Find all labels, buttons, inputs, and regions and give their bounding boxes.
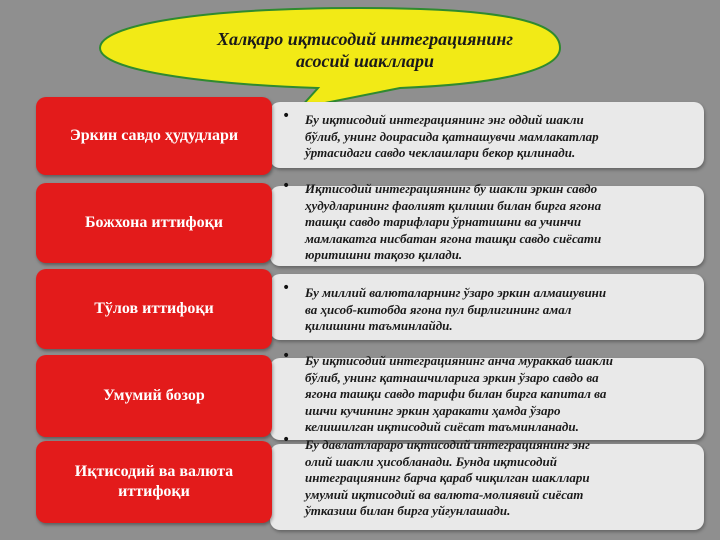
form-description: Бу иқтисодий интеграциянинг анча мураккаб шакли бўлиб, унинг қатнашчиларига эркин ўзаро савдо ва ягона ташқи савдо тарифи билан бирга капитал ва ишчи кучининг эркин ҳаракати ҳамда ўзаро келишилган иқтисодий сиёсат таъминланади. (305, 353, 614, 434)
form-description: Бу давлатлараро иқтисодий интеграциянинг энг олий шакли ҳисобланади. Бунда иқтисодий интеграциянинг барча қараб чиқилган шакллари умумий иқтисодий ва валюта-молиявий сиёсат ўтказиш билан бирга уйғунлашади. (305, 437, 590, 518)
form-label-box (36, 355, 272, 437)
title-callout (0, 0, 720, 110)
form-label-line-2: иттифоқи (118, 483, 190, 500)
page-title (175, 28, 555, 72)
form-label-box (36, 183, 272, 263)
bullet-icon: • (282, 108, 291, 124)
bullet-icon: • (282, 178, 291, 194)
title-line-1: Халқаро иқтисодий интеграциянинг (216, 29, 514, 49)
form-description: Бу иқтисодий интеграциянинг энг оддий шакли бўлиб, унинг доирасида қатнашувчи мамлакатлар ўртасидаги савдо чеклашлари бекор қилинади. (305, 112, 599, 160)
form-label-box (36, 269, 272, 349)
form-description: Иқтисодий интеграциянинг бу шакли эркин савдо ҳудудларининг фаолият қилиши билан бирга ягона ташқи савдо тарифлари ўрнатишни ва учинчи мамлакатга нисбатан ягона ташқи савдо сиёсати юритишни тақозо қилади. (305, 181, 602, 262)
form-label-box (36, 97, 272, 175)
form-description: Бу миллий валюталарнинг ўзаро эркин алмашувини ва ҳисоб-китобда ягона пул бирлигининг амал қилишини таъминлайди. (305, 285, 607, 333)
bullet-icon: • (282, 432, 291, 448)
form-label: Тўлов иттифоқи (94, 300, 214, 317)
title-line-2: асосий шакллари (295, 51, 434, 71)
form-label-box (36, 441, 272, 523)
bullet-icon: • (282, 280, 291, 296)
form-label-line-1: Иқтисодий ва валюта (74, 463, 234, 480)
form-label: Умумий бозор (103, 387, 205, 404)
bullet-icon: • (282, 348, 291, 364)
form-label: Божхона иттифоқи (84, 214, 224, 231)
form-label: Эркин савдо ҳудудлари (69, 127, 239, 144)
